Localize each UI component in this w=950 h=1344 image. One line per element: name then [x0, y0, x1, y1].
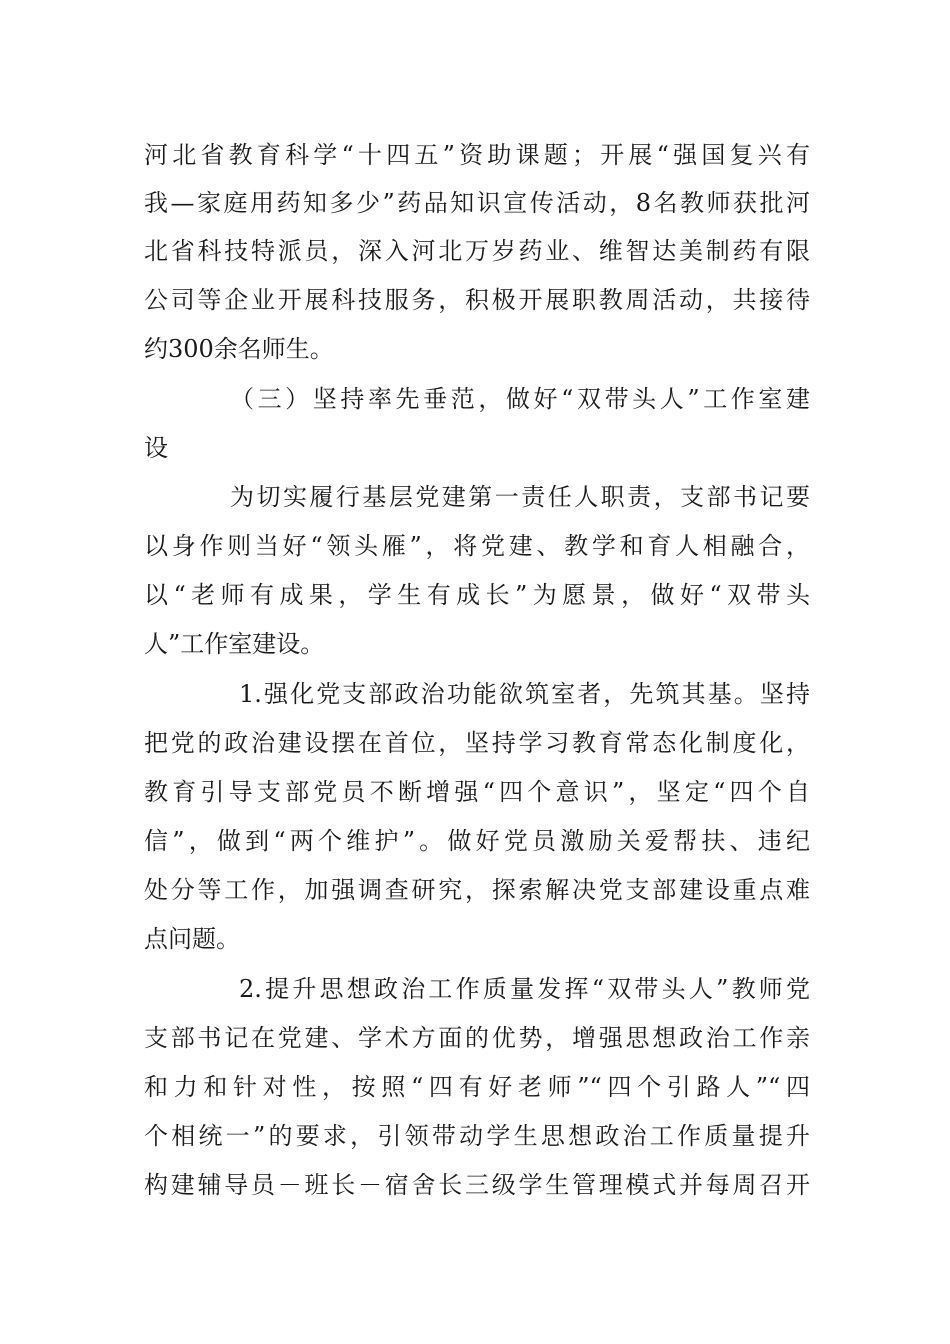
text-line-14: 教育引导支部党员不断增强“四个意识”，坚定“四个自 — [144, 778, 810, 806]
text-line-21: 个相统一”的要求，引领带动学生思想政治工作质量提升 — [144, 1122, 810, 1150]
text-line-11: 人”工作室建设。 — [144, 630, 325, 658]
text-line-10: 以“老师有成果，学生有成长”为愿景，做好“双带头 — [144, 581, 810, 609]
text-line-13: 把党的政治建设摆在首位，坚持学习教育常态化制度化， — [144, 729, 810, 757]
text-line-17: 点问题。 — [144, 925, 240, 953]
section-heading-line-2: 设 — [144, 434, 168, 462]
text-line-15: 信”，做到“两个维护”。做好党员激励关爱帮扶、违纪 — [144, 827, 810, 855]
text-line-18: 2.提升思想政治工作质量发挥“双带头人”教师党 — [239, 975, 810, 1003]
text-line-2: 我—家庭用药知多少”药品知识宣传活动，8名教师获批河 — [144, 189, 810, 217]
text-line-20: 和力和针对性，按照“四有好老师”“四个引路人”“四 — [144, 1073, 810, 1101]
text-line-3: 北省科技特派员，深入河北万岁药业、维智达美制药有限 — [144, 237, 810, 265]
text-line-5: 约300余名师生。 — [144, 335, 334, 363]
text-line-19: 支部书记在党建、学术方面的优势，增强思想政治工作亲 — [144, 1024, 810, 1052]
section-heading-line-1: （三）坚持率先垂范，做好“双带头人”工作室建 — [230, 385, 810, 413]
text-line-9: 以身作则当好“领头雁”，将党建、教学和育人相融合， — [144, 532, 810, 560]
text-line-12: 1.强化党支部政治功能欲筑室者，先筑其基。坚持 — [239, 680, 810, 708]
text-line-22: 构建辅导员－班长－宿舍长三级学生管理模式并每周召开 — [144, 1171, 810, 1199]
text-line-4: 公司等企业开展科技服务，积极开展职教周活动，共接待 — [144, 286, 810, 314]
text-line-1: 河北省教育科学“十四五”资助课题；开展“强国复兴有 — [144, 141, 810, 169]
text-line-8: 为切实履行基层党建第一责任人职责，支部书记要 — [230, 483, 810, 511]
text-line-16: 处分等工作，加强调查研究，探索解决党支部建设重点难 — [144, 876, 810, 904]
